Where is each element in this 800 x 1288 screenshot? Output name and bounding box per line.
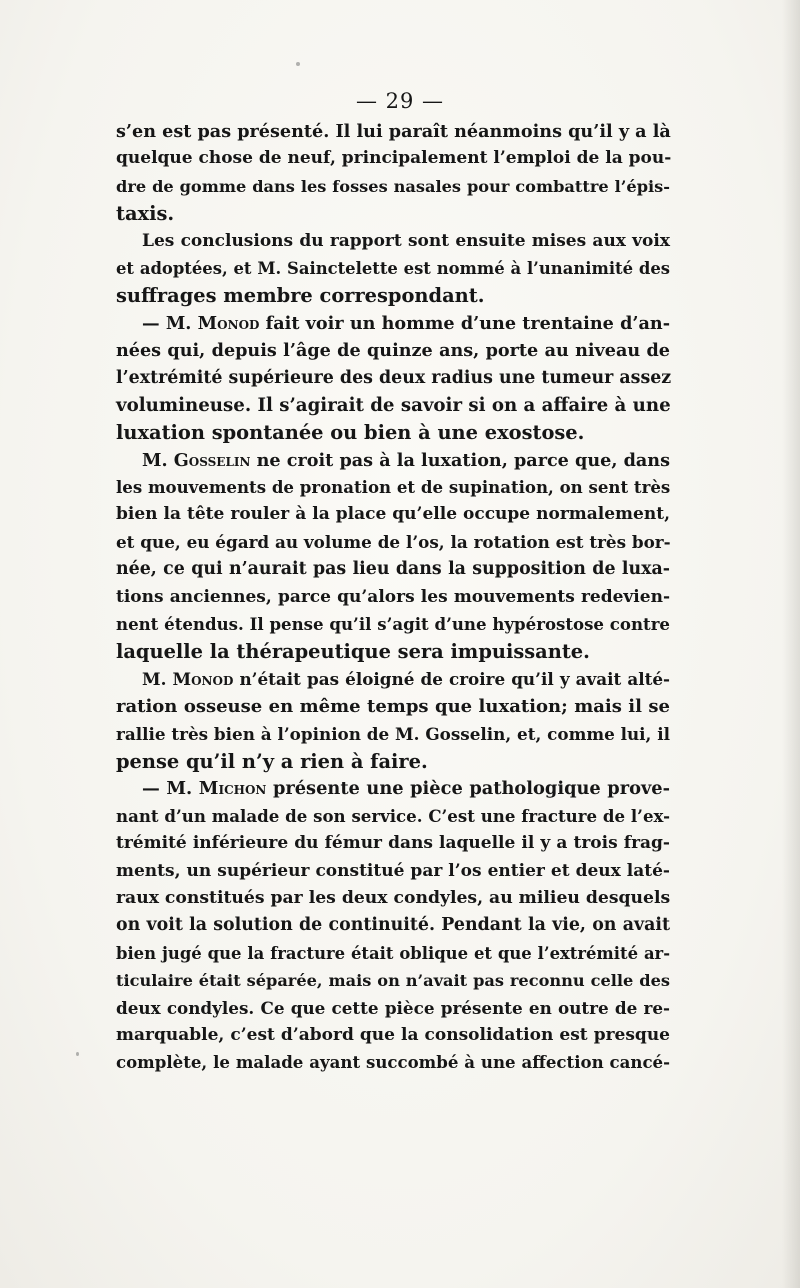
text-line [116, 282, 670, 309]
line-text-continued: fait voir un homme d’une trentaine d’an- [259, 312, 670, 334]
line-text: ticulaire était séparée, mais on n’avait pas reconnu celle des [116, 971, 670, 991]
text-line [116, 419, 670, 446]
line-text: taxis. [116, 202, 175, 226]
line-text: luxation spontanée ou bien à une exostose. [116, 421, 585, 445]
text-line [116, 556, 670, 583]
text-line [116, 173, 670, 200]
text-line [116, 693, 670, 720]
text-line [116, 995, 670, 1022]
line-text: ration osseuse en même temps que luxation; mais il se [116, 696, 670, 718]
text-line [116, 775, 670, 802]
line-text: nent étendus. Il pense qu’il s’agit d’une hypérostose contre [116, 614, 670, 635]
text-line [116, 501, 670, 528]
line-text: M. [142, 668, 173, 689]
person-name: Monod [172, 668, 234, 689]
line-text: s’en est pas présenté. Il lui paraît néanmoins qu’il y a là [116, 121, 671, 142]
text-line [116, 200, 670, 227]
line-text: trémité inférieure du fémur dans laquelle il y a trois frag- [116, 833, 670, 854]
line-text: et adoptées, et M. Sainctelette est nommé à l’unanimité des [116, 258, 670, 278]
line-text: née, ce qui n’aurait pas lieu dans la supposition de luxa- [116, 559, 670, 580]
text-line [116, 392, 670, 419]
text-line [116, 885, 670, 912]
line-text: les mouvements de pronation et de supination, on sent très [116, 477, 671, 498]
line-text: bien jugé que la fracture était oblique et que l’extrémité ar- [116, 943, 670, 963]
line-text: Les conclusions du rapport sont ensuite mises aux voix [142, 230, 670, 251]
line-text: raux constitués par les deux condyles, au milieu desquels [116, 887, 671, 908]
text-line [116, 337, 670, 364]
line-text: — M. [142, 778, 199, 800]
text-line [116, 145, 670, 172]
line-text: M. [142, 449, 174, 471]
line-text: nant d’un malade de son service. C’est une fracture de l’ex- [116, 805, 670, 826]
line-text: complète, le malade ayant succombé à une affection cancé- [116, 1052, 670, 1073]
text-line [116, 1049, 670, 1076]
text-line [116, 830, 670, 857]
line-text: quelque chose de neuf, principalement l’emploi de la pou- [116, 148, 672, 169]
text-line [116, 1022, 670, 1049]
line-text: marquable, c’est d’abord que la consolidation est presque [116, 1024, 670, 1045]
text-line [116, 529, 670, 556]
person-name: Michon [198, 778, 267, 800]
paper-speck [296, 62, 300, 66]
text-line [116, 912, 670, 939]
line-text: laquelle la thérapeutique sera impuissante. [116, 640, 590, 664]
page-edge-shadow [782, 0, 800, 1288]
line-text: tions anciennes, parce qu’alors les mouvements redevien- [116, 586, 670, 607]
text-line [116, 638, 670, 665]
line-text-continued: ne croit pas à la luxation, parce que, dans [250, 449, 670, 471]
person-name: Monod [197, 312, 260, 334]
line-text: rallie très bien à l’opinion de M. Gosselin, et, comme lui, il [116, 723, 670, 744]
paper-speck [76, 1052, 79, 1056]
line-text: ments, un supérieur constitué par l’os entier et deux laté- [116, 860, 670, 881]
text-line [116, 474, 670, 501]
text-line [116, 611, 670, 638]
line-text: nées qui, depuis l’âge de quinze ans, porte au niveau de [116, 340, 670, 362]
line-text: on voit la solution de continuité. Pendant la vie, on avait [116, 915, 670, 936]
text-line [116, 584, 670, 611]
text-line [116, 310, 670, 337]
text-line [116, 748, 670, 775]
line-text: — M. [142, 312, 198, 334]
text-line [116, 365, 670, 392]
line-text: suffrages membre correspondant. [116, 284, 485, 308]
text-line [116, 721, 670, 748]
person-name: Gosselin [173, 449, 251, 471]
line-text: et que, eu égard au volume de l’os, la rotation est très bor- [116, 531, 671, 552]
line-text: l’extrémité supérieure des deux radius une tumeur assez [116, 367, 672, 388]
text-line [116, 967, 670, 994]
body-text [116, 118, 670, 1077]
line-text: bien la tête rouler à la place qu’elle occupe normalement, [116, 504, 670, 525]
text-line [116, 666, 670, 693]
text-line [116, 118, 670, 145]
line-text: dre de gomme dans les fosses nasales pour combattre l’épis- [116, 176, 670, 196]
text-line [116, 255, 670, 282]
line-text-continued: présente une pièce pathologique prove- [266, 778, 670, 800]
line-text: deux condyles. Ce que cette pièce présente en outre de re- [116, 997, 670, 1018]
line-text-continued: n’était pas éloigné de croire qu’il y avait alté- [233, 668, 671, 689]
text-line [116, 228, 670, 255]
text-line [116, 803, 670, 830]
text-line [116, 858, 670, 885]
line-text: pense qu’il n’y a rien à faire. [116, 749, 428, 773]
text-line [116, 940, 670, 967]
line-text: volumineuse. Il s’agirait de savoir si on a affaire à une [116, 394, 671, 416]
text-line [116, 447, 670, 474]
page-number: — 29 — [355, 89, 445, 113]
